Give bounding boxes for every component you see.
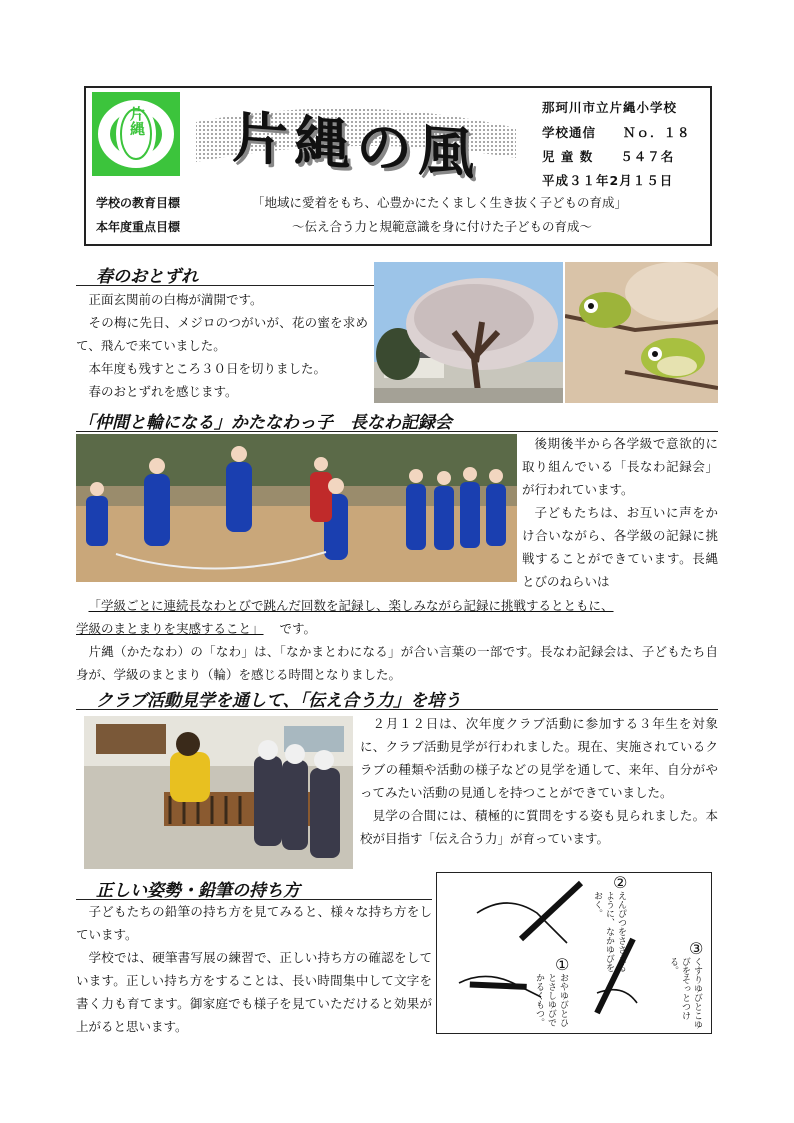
section-rule [76,285,374,286]
logo-text: 片縄 [128,106,146,136]
white-eye-birds-photo [565,262,718,403]
rope-aim [76,594,718,686]
club-para-2: 見学の合間には、積極的に質問をする姿も見られました。本校が目指す「伝え合う力」が育っています。 [360,808,718,846]
rope-text-right [522,432,718,593]
spring-line-4: 春のおとずれを感じます。 [88,384,238,399]
issue-number: 学校通信 Ｎｏ．１８ [542,125,691,140]
rope-para-3: 片縄（かたなわ）の「なわ」は、「なかまとわになる」が合い言葉の一部です。長なわ記録会は、子どもたち自身が、学級のまとまり（輪）を感じる時間となりました。 [76,644,718,682]
club-visit-photo [84,716,353,869]
student-count: 児 童 数 ５４７名 [542,149,675,164]
posture-para-2: 学校では、硬筆書写展の練習で、正しい持ち方の確認をしています。正しい持ち方をすることは、長い時間集中して文字を書く力も育てます。御家庭でも様子を見ていただけると効果が上がると思います。 [76,950,432,1034]
section-title-club: クラブ活動見学を通して、「伝え合う力」を培う [96,691,462,711]
rope-aim-tail: です。 [279,621,317,636]
rope-para-1: 後期後半から各学級で意欲的に取り組んでいる「長なわ記録会」が行われています。 [522,436,718,497]
section-title-spring: 春のおとずれ [96,267,198,287]
section-rule [76,709,718,710]
spring-line-2: その梅に先日、メジロのつがいが、花の蜜を求めて、飛んで来ていました。 [76,315,368,353]
issue-date: 平成３１年2月１５日 [542,173,674,188]
rope-aim-line-1: 「学級ごとに連続長なわとびで跳んだ回数を記録し、楽しみながら記録に挑戦するとともに、 [88,598,614,613]
step-2-text: えんぴつをささえるように、なかゆびをおく。 [592,891,626,972]
long-rope-photo [76,434,517,582]
step-1-number: ① [555,955,570,974]
spring-line-1: 正面玄関前の白梅が満開です。 [88,292,263,307]
rope-para-2: 子どもたちは、お互いに声をかけ合いながら、各学級の記録に挑戦することができています。長縄とびのねらいは [522,505,718,589]
spring-text [76,288,368,403]
spring-line-3: 本年度も残すところ３０日を切りました。 [88,361,327,376]
school-logo [92,92,180,176]
club-text [360,712,718,850]
step-1-text: おやゆびとひとさしゆびでかるくもつ。 [534,973,568,1027]
posture-text [76,900,432,1038]
posture-para-1: 子どもたちの鉛筆の持ち方を見てみると、様々な持ち方をしています。 [76,904,432,942]
step-3-number: ③ [689,939,704,958]
section-title-posture: 正しい姿勢・鉛筆の持ち方 [96,881,300,901]
section-title-rope: 「仲間と輪になる」かたなわっ子 長なわ記録会 [78,413,452,433]
focus-label: 本年度重点目標 [96,220,181,234]
plum-tree-photo [374,262,563,403]
focus-text: ～伝え合う力と規範意識を身に付けた子どもの育成～ [292,219,593,234]
step-2-number: ② [613,873,628,892]
pencil-grip-diagram [436,872,712,1034]
step-3-text: くすりゆびとこゆびをそっとつける。 [668,957,702,1029]
newsletter-title-art [186,92,526,188]
rope-aim-line-2: 学級のまとまりを実感すること」 [76,621,264,636]
club-para-1: ２月１２日は、次年度クラブ活動に参加する３年生を対象に、クラブ活動見学が行われました。現在、実施されているクラブの種類や活動の様子などの見学を通して、来年、自分がやってみたい活動の見通しを持つことができていました。 [360,716,718,800]
newsletter-title: 片縄の風 [232,105,480,188]
school-name: 那珂川市立片縄小学校 [542,100,678,115]
goal-text: 「地域に愛着をもち、心豊かにたくましく生き抜く子どもの育成」 [252,195,628,210]
goal-label: 学校の教育目標 [96,196,181,210]
